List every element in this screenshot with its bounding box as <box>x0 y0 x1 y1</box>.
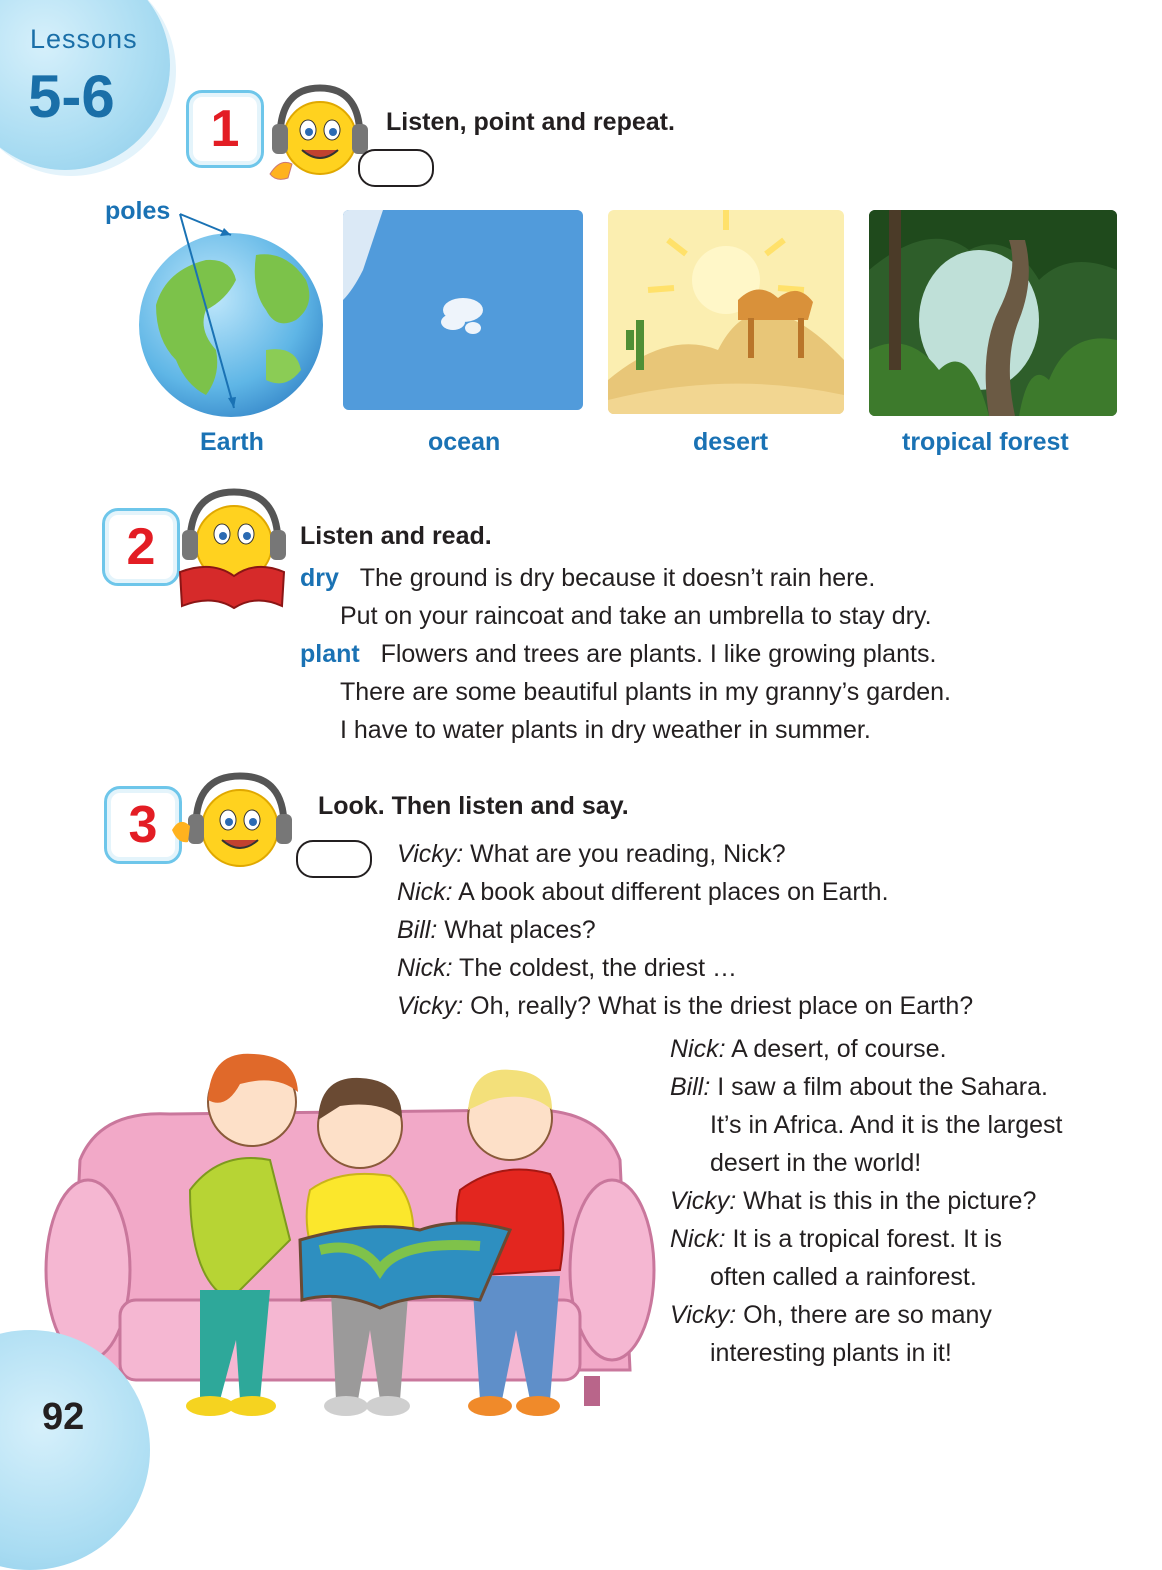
word-earth: Earth <box>200 428 264 456</box>
sentence: The ground is dry because it doesn’t rain here. <box>359 564 876 592</box>
word-tropical-forest: tropical forest <box>902 428 1069 456</box>
line-text: Oh, really? What is the driest place on Earth? <box>463 992 974 1020</box>
line-text: A desert, of course. <box>725 1035 947 1063</box>
task-2-instruction: Listen and read. <box>300 522 492 550</box>
tropical-forest-image <box>869 210 1117 416</box>
lessons-number: 5-6 <box>28 63 115 130</box>
dialogue-line <box>670 1187 1036 1216</box>
desert-image <box>608 210 844 414</box>
line-text: I saw a film about the Sahara. <box>710 1073 1048 1101</box>
line-text: It is a tropical forest. It is <box>725 1225 1003 1253</box>
ocean-image <box>343 210 583 410</box>
line-text: What is this in the picture? <box>736 1187 1037 1215</box>
entry-dry-line-2: Put on your raincoat and take an umbrella to stay dry. <box>340 602 932 630</box>
speaker: Nick: <box>397 878 453 906</box>
dialogue-line <box>670 1225 1002 1254</box>
speaker: Vicky: <box>397 840 464 868</box>
entry-plant-line-1 <box>300 640 936 669</box>
poles-label: poles <box>105 197 171 225</box>
dialogue-line <box>397 992 973 1021</box>
speaker: Nick: <box>397 954 453 982</box>
speech-bubble-icon <box>296 840 372 878</box>
entry-plant-line-3: I have to water plants in dry weather in summer. <box>340 716 871 744</box>
dialogue-line <box>397 878 889 907</box>
task-1-number: 1 <box>186 90 264 168</box>
dialogue-line <box>670 1073 1048 1102</box>
reading-smiley-icon <box>172 486 290 610</box>
headphones-smiley-icon <box>262 78 372 188</box>
dialogue-line <box>670 1035 947 1064</box>
speaker: Bill: <box>397 916 438 944</box>
lessons-label: Lessons <box>30 24 138 54</box>
page-number: 92 <box>42 1396 85 1438</box>
word-desert: desert <box>693 428 769 456</box>
entry-plant-line-2: There are some beautiful plants in my granny’s garden. <box>340 678 951 706</box>
line-text: Oh, there are so many <box>736 1301 992 1329</box>
keyword-plant: plant <box>300 640 360 668</box>
dialogue-line <box>670 1301 992 1330</box>
dialogue-line <box>397 954 737 983</box>
children-on-sofa-illustration <box>40 1040 660 1440</box>
talking-smiley-icon <box>172 770 304 880</box>
speech-bubble-icon <box>358 149 434 187</box>
dialogue-continuation: often called a rainforest. <box>710 1263 977 1291</box>
speaker: Vicky: <box>670 1187 737 1215</box>
line-text: What places? <box>437 916 596 944</box>
line-text: The coldest, the driest … <box>452 954 737 982</box>
dialogue-continuation: It’s in Africa. And it is the largest <box>710 1111 1063 1139</box>
speaker: Vicky: <box>397 992 464 1020</box>
keyword-dry: dry <box>300 564 339 592</box>
entry-dry-line-1 <box>300 564 875 593</box>
word-ocean: ocean <box>428 428 501 456</box>
earth-globe-image <box>136 210 336 420</box>
speaker: Bill: <box>670 1073 711 1101</box>
line-text: What are you reading, Nick? <box>463 840 786 868</box>
task-3-instruction: Look. Then listen and say. <box>318 792 629 820</box>
speaker: Nick: <box>670 1035 726 1063</box>
sentence: Flowers and trees are plants. I like growing plants. <box>380 640 937 668</box>
dialogue-continuation: interesting plants in it! <box>710 1339 952 1367</box>
dialogue-line <box>397 916 596 945</box>
task-2-number: 2 <box>102 508 180 586</box>
line-text: A book about different places on Earth. <box>452 878 889 906</box>
speaker: Vicky: <box>670 1301 737 1329</box>
dialogue-continuation: desert in the world! <box>710 1149 922 1177</box>
task-1-instruction: Listen, point and repeat. <box>386 108 675 136</box>
task-3-number: 3 <box>104 786 182 864</box>
speaker: Nick: <box>670 1225 726 1253</box>
dialogue-line <box>397 840 786 869</box>
